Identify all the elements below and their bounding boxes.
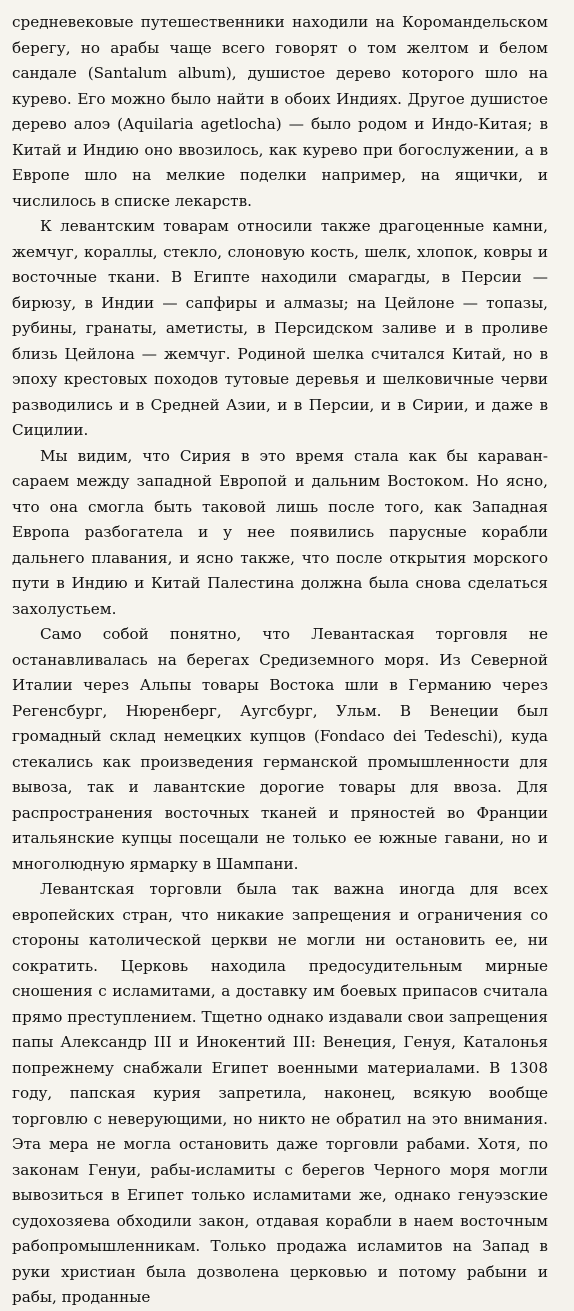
paragraph-1: средневековые путешественники находили на Коромандельском берегу, но арабы чаще всего говорят о том желтом и белом сандале (Santalum album), душистое дерево которого шло на курево. Его можно было найти в обоих Индиях. Другое душистое дерево алоэ (Aquilaria agetlocha) — было родом и Индо-Китая; в Китай и Индию оно ввозилось, как курево при богослужении, а в Европе шло на мелкие поделки например, на ящички, и числилось в списке лекарств.: [12, 13, 548, 210]
paragraph-5: Левантская торговли была так важна иногда для всех европейских стран, что никакие запрещения и ограничения со стороны католической церкви не могли ни остановить ее, ни сократить. Церковь находила предосудительным мирные сношения с исламитами, а доставку им боевых припасов считала прямо преступлением. Тщетно однако издавали свои запрещения папы Александр III и Инокентий III: Венеция, Генуя, Каталонья попрежнему снабжали Египет военными материалами. В 1308 году, папская курия запретила, наконец, всякую вообще торговлю с неверующими, но никто не обратил на это внимания. Эта мера не могла остановить даже торговли рабами. Хотя, по законам Генуи, рабы-исламиты с берегов Черного моря могли вывозиться в Египет только исламитами же, однако генуэзские судохозяева обходили закон, отдавая корабли в наем восточным рабопромышленникам. Только продажа исламитов на Запад в руки христиан была дозволена церковью и потому рабыни и рабы, проданные: [12, 880, 548, 1306]
paragraph-3: Мы видим, что Сирия в это время стала как бы караван-сараем между западной Европой и дальним Востоком. Но ясно, что она смогла быть таковой лишь после того, как Западная Европа разбогатела и у нее появились парусные корабли дальнего плавания, и ясно также, что после открытия морского пути в Индию и Китай Палестина должна была снова сделаться захолустьем.: [12, 446, 548, 618]
page-text: [12, 10, 548, 1311]
paragraph-2: К левантским товарам относили также драгоценные камни, жемчуг, кораллы, стекло, слоновую кость, шелк, хлопок, ковры и восточные ткани. В Египте находили смарагды, в Персии — бирюзу, в Индии — сапфиры и алмазы; на Цейлоне — топазы, рубины, гранаты, аметисты, в Персидском заливе и в проливе близь Цейлона — жемчуг. Родиной шелка считался Китай, но в эпоху крестовых походов тутовые деревья и шелковичные черви разводились и в Средней Азии, и в Персии, и в Сирии, и даже в Сицилии.: [12, 217, 548, 439]
paragraph-4: Само собой понятно, что Левантаская торговля не останавливалась на берегах Средиземного моря. Из Северной Италии через Альпы товары Востока шли в Германию через Регенсбург, Нюренберг, Аугсбург, Ульм. В Венеции был громадный склад немецких купцов (Fondaco dei Tedeschi), куда стекались как произведения германской промышленности для вывоза, так и лавантские дорогие товары для ввоза. Для распространения восточных тканей и пряностей во Франции итальянские купцы посещали не только ее южные гавани, но и многолюдную ярмарку в Шампани.: [12, 625, 548, 873]
